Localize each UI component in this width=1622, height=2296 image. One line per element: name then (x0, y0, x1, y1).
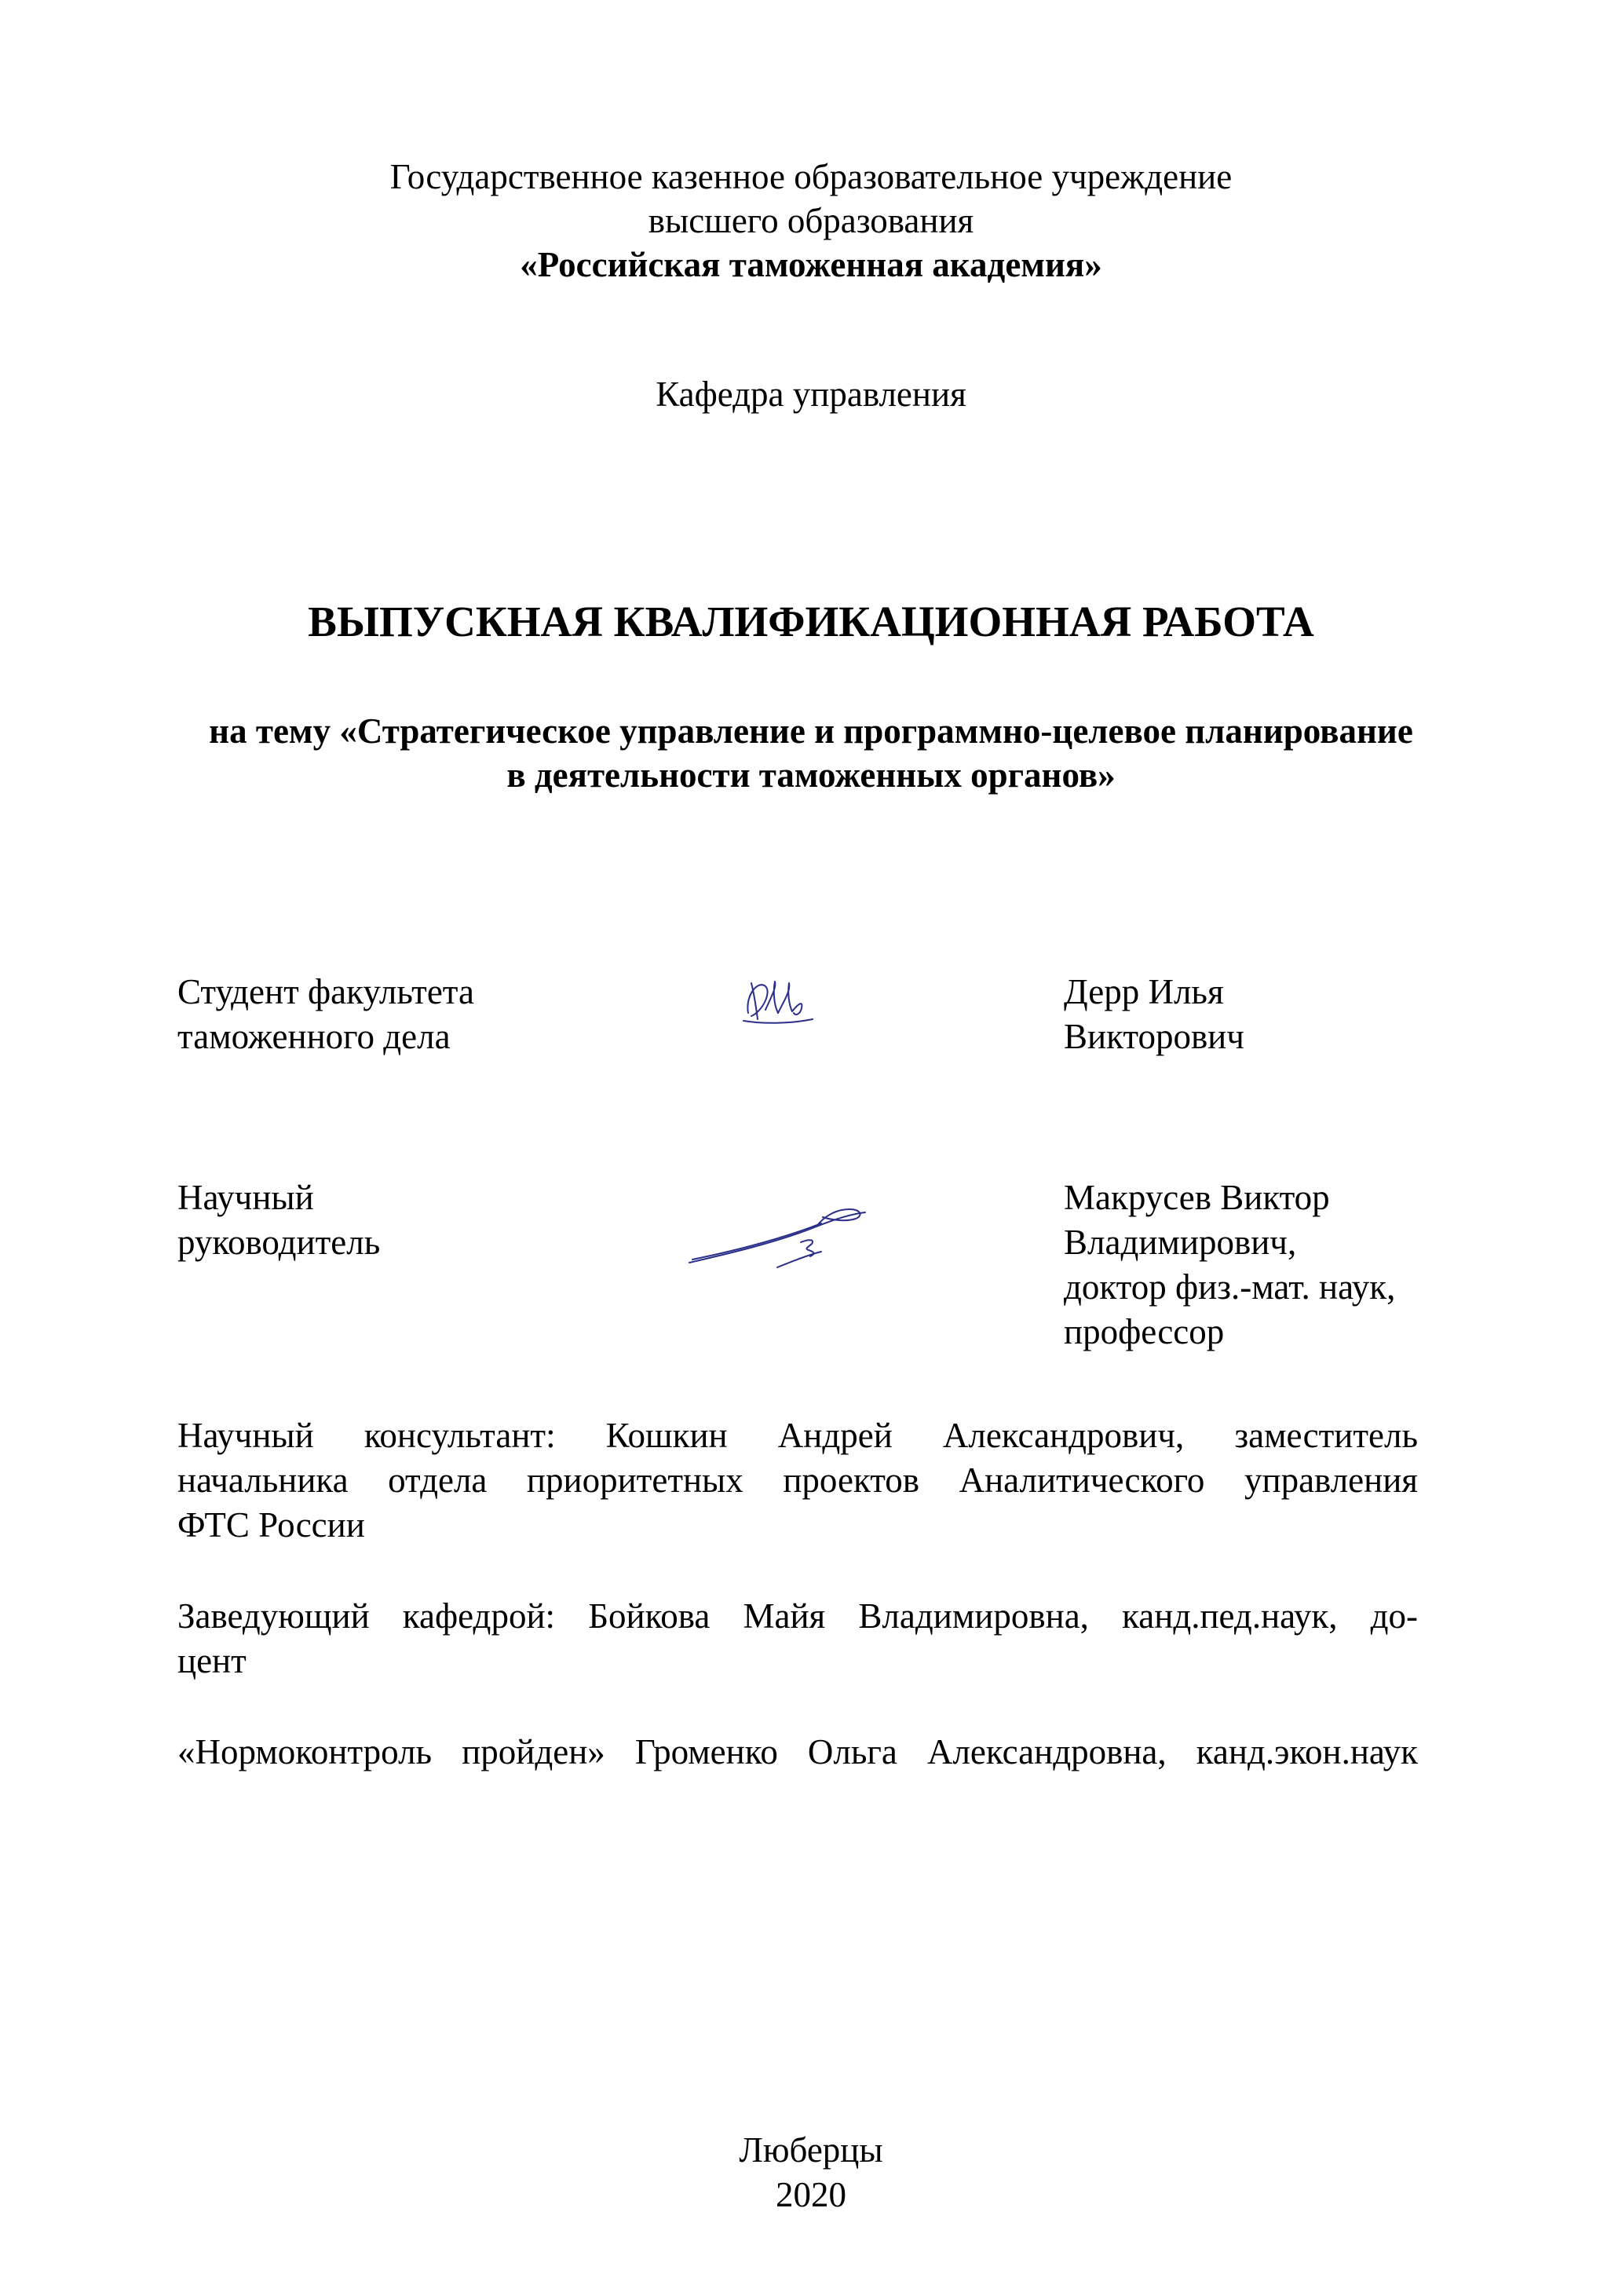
consultant-line-2: начальника отдела приоритетных проектов Аналитического управления (177, 1461, 1418, 1500)
student-label (177, 970, 474, 1059)
department-block (0, 372, 1622, 416)
topic-line-2: в деятельности таможенных органов» (506, 755, 1116, 795)
student-label-line-1: Студент факультета (177, 972, 474, 1011)
topic-line-1: на тему «Стратегическое управление и программно-целевое планирование (209, 711, 1413, 751)
supervisor-label (177, 1175, 380, 1265)
student-name-line-2: Викторович (1064, 1017, 1244, 1056)
supervisor-signature-image (683, 1192, 871, 1278)
institution-line-1: Государственное казенное образовательное учреждение (389, 157, 1233, 196)
normcontrol-paragraph (177, 1730, 1418, 1775)
student-name-line-1: Дерр Илья (1064, 972, 1224, 1011)
footer (0, 2128, 1622, 2217)
consultant-paragraph (177, 1413, 1418, 1548)
institution-name: «Российская таможенная академия» (520, 245, 1102, 284)
institution-line-2: высшего образования (648, 201, 974, 240)
consultant-line-3: ФТС России (177, 1505, 365, 1545)
supervisor-name (1064, 1175, 1395, 1355)
department-name: Кафедра управления (656, 375, 966, 414)
student-name (1064, 970, 1244, 1059)
supervisor-name-line-2: Владимирович, (1064, 1223, 1297, 1262)
topic-block (0, 709, 1622, 797)
work-title: ВЫПУСКНАЯ КВАЛИФИКАЦИОННАЯ РАБОТА (308, 598, 1314, 645)
student-label-line-2: таможенного дела (177, 1017, 451, 1056)
institution-header (0, 155, 1622, 287)
supervisor-degree: доктор физ.-мат. наук, (1064, 1267, 1396, 1307)
supervisor-title: профессор (1064, 1312, 1225, 1351)
footer-city: Люберцы (739, 2130, 883, 2170)
supervisor-name-line-1: Макрусев Виктор (1064, 1178, 1330, 1217)
supervisor-label-line-1: Научный (177, 1178, 314, 1217)
head-of-department-line-1: Заведующий кафедрой: Бойкова Майя Владимировна, канд.пед.наук, до- (177, 1596, 1418, 1636)
head-of-department-paragraph (177, 1594, 1418, 1684)
consultant-line-1: Научный консультант: Кошкин Андрей Александрович, заместитель (177, 1416, 1418, 1455)
student-signature-image (734, 972, 828, 1031)
footer-year: 2020 (776, 2175, 846, 2214)
supervisor-label-line-2: руководитель (177, 1223, 381, 1262)
head-of-department-line-2: цент (177, 1641, 247, 1680)
normcontrol-line: «Нормоконтроль пройден» Громенко Ольга Александровна, канд.экон.наук (177, 1732, 1418, 1771)
